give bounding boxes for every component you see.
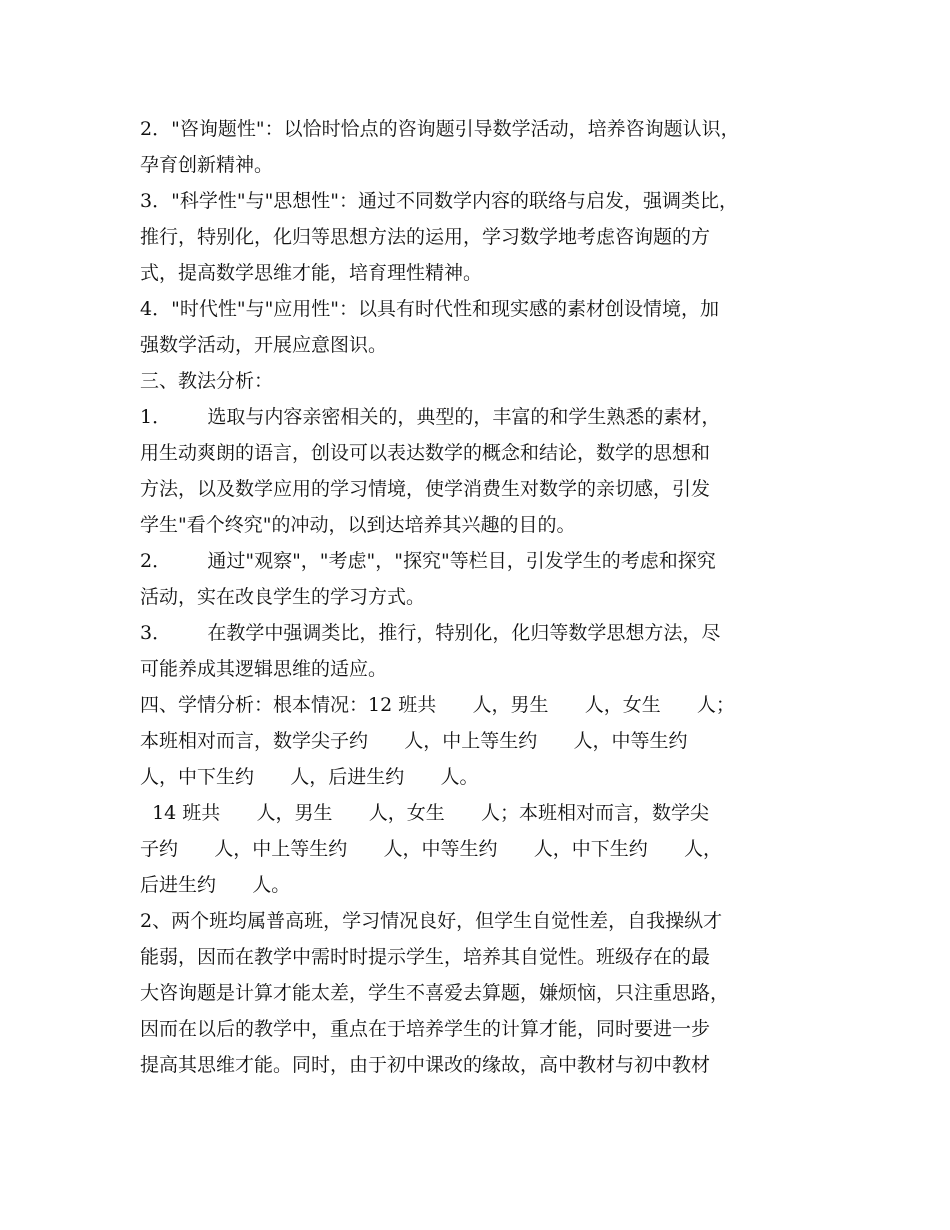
text-line: 2． 通过"观察"，"考虑"，"探究"等栏目，引发学生的考虑和探究 <box>140 550 716 572</box>
text-line: 后进生约 人。 <box>140 874 291 896</box>
text-line: 4．"时代性"与"应用性"：以具有时代性和现实感的素材创设情境，加 <box>140 298 720 320</box>
text-line: 1． 选取与内容亲密相关的，典型的，丰富的和学生熟悉的素材， <box>140 406 721 428</box>
text-line: 2、两个班均属普高班，学习情况良好，但学生自觉性差，自我操纵才 <box>140 910 723 932</box>
text-line: 能弱，因而在教学中需时时提示学生，培养其自觉性。班级存在的最 <box>140 946 711 968</box>
text-line: 2．"咨询题性"：以恰时恰点的咨询题引导数学活动，培养咨询题认识， <box>140 118 740 140</box>
text-line: 3．"科学性"与"思想性"：通过不同数学内容的联络与启发，强调类比， <box>140 190 739 212</box>
text-line: 可能养成其逻辑思维的适应。 <box>140 658 388 680</box>
text-line: 式，提高数学思维才能，培育理性精神。 <box>140 262 483 284</box>
text-line: 学生"看个终究"的冲动，以到达培养其兴趣的目的。 <box>140 514 576 536</box>
text-line: 用生动爽朗的语言，创设可以表达数学的概念和结论，数学的思想和 <box>140 442 711 464</box>
text-line: 提高其思维才能。同时，由于初中课改的缘故，高中教材与初中教材 <box>140 1054 711 1076</box>
text-line: 子约 人，中上等生约 人，中等生约 人，中下生约 人， <box>140 838 722 860</box>
text-line: 强数学活动，开展应意图识。 <box>140 334 388 356</box>
text-line: 人，中下生约 人，后进生约 人。 <box>140 766 479 788</box>
text-line: 3． 在教学中强调类比，推行，特别化，化归等数学思想方法，尽 <box>140 622 721 644</box>
text-line: 14 班共 人，男生 人，女生 人；本班相对而言，数学尖 <box>140 802 710 824</box>
text-line: 活动，实在改良学生的学习方式。 <box>140 586 426 608</box>
text-line: 大咨询题是计算才能太差，学生不喜爱去算题，嫌烦恼，只注重思路， <box>140 982 730 1004</box>
text-line: 方法，以及数学应用的学习情境，使学消费生对数学的亲切感，引发 <box>140 478 711 500</box>
section-heading: 三、教法分析： <box>140 370 274 392</box>
text-line: 推行，特别化，化归等思想方法的运用，学习数学地考虑咨询题的方 <box>140 226 711 248</box>
document-body <box>140 111 830 1083</box>
text-line: 孕育创新精神。 <box>140 154 274 176</box>
text-line: 本班相对而言，数学尖子约 人，中上等生约 人，中等生约 <box>140 730 688 752</box>
section-heading: 四、学情分析：根本情况：12 班共 人，男生 人，女生 人； <box>140 694 735 716</box>
text-line: 因而在以后的教学中，重点在于培养学生的计算才能，同时要进一步 <box>140 1018 711 1040</box>
